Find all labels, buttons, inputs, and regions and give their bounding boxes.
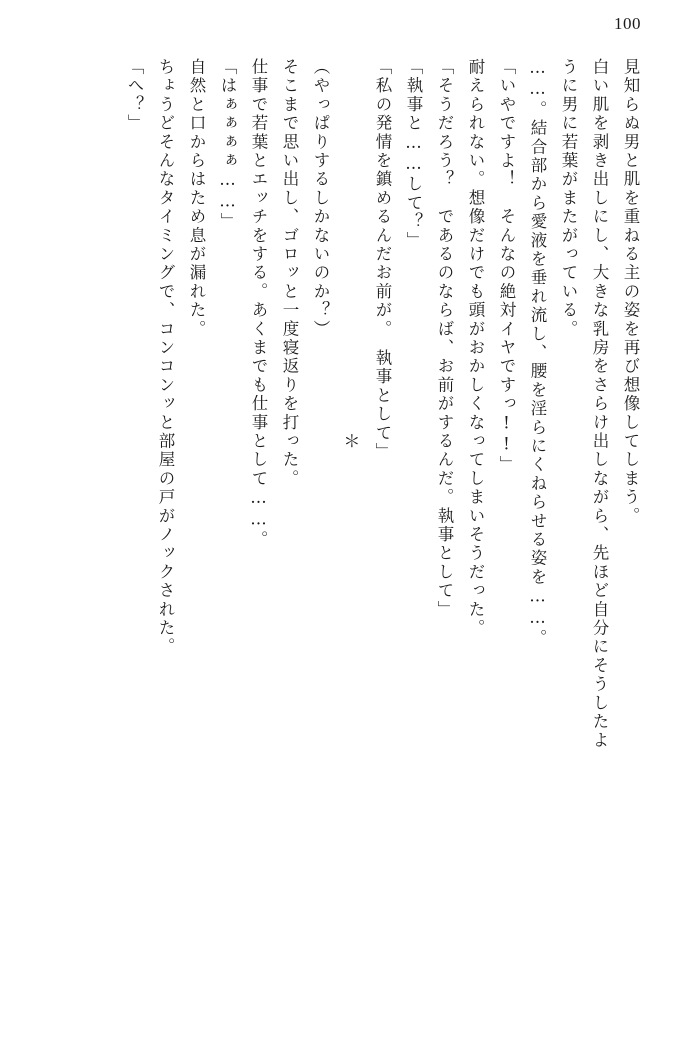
text-column: 「私の発情を鎮めるんだお前が。 執事として」 bbox=[373, 58, 392, 462]
text-column: 白い肌を剥き出しにし、大きな乳房をさらけ出しながら、先ほど自分にそうしたよ bbox=[590, 58, 609, 750]
novel-body-text bbox=[36, 58, 647, 1006]
page-number: 100 bbox=[614, 14, 641, 33]
scene-separator-glyph: ＊ bbox=[343, 431, 362, 452]
text-column: 耐えられない。想像だけでも頭がおかしくなってしまいそうだった。 bbox=[466, 58, 485, 638]
text-column: ……。結合部から愛液を垂れ流し、腰を淫らにくねらせる姿を……。 bbox=[528, 58, 547, 648]
text-column: 「へ？」 bbox=[125, 58, 144, 133]
text-column: うに男に若葉がまたがっている。 bbox=[559, 58, 578, 339]
text-column: （やっぱりするしかないのか？） bbox=[311, 58, 330, 339]
text-column: 「いやですよ！ そんなの絶対イヤですっ!!」 bbox=[497, 58, 516, 475]
text-column: 「はぁぁぁぁ……」 bbox=[218, 58, 237, 232]
text-column: 自然と口からはため息が漏れた。 bbox=[187, 58, 206, 339]
text-column: そこまで思い出し、ゴロッと一度寝返りを打った。 bbox=[280, 58, 299, 489]
text-column: 見知らぬ男と肌を重ねる主の姿を再び想像してしまう。 bbox=[621, 58, 640, 526]
text-column: ちょうどそんなタイミングで、コンコンッと部屋の戸がノックされた。 bbox=[156, 58, 175, 657]
text-column: 「そうだろう？ であるのならば、お前がするんだ。執事として」 bbox=[435, 58, 454, 619]
text-column: 「執事と……して？」 bbox=[404, 58, 423, 250]
scene-separator bbox=[337, 58, 368, 1006]
text-column: 仕事で若葉とエッチをする。あくまでも仕事として……。 bbox=[249, 58, 268, 550]
